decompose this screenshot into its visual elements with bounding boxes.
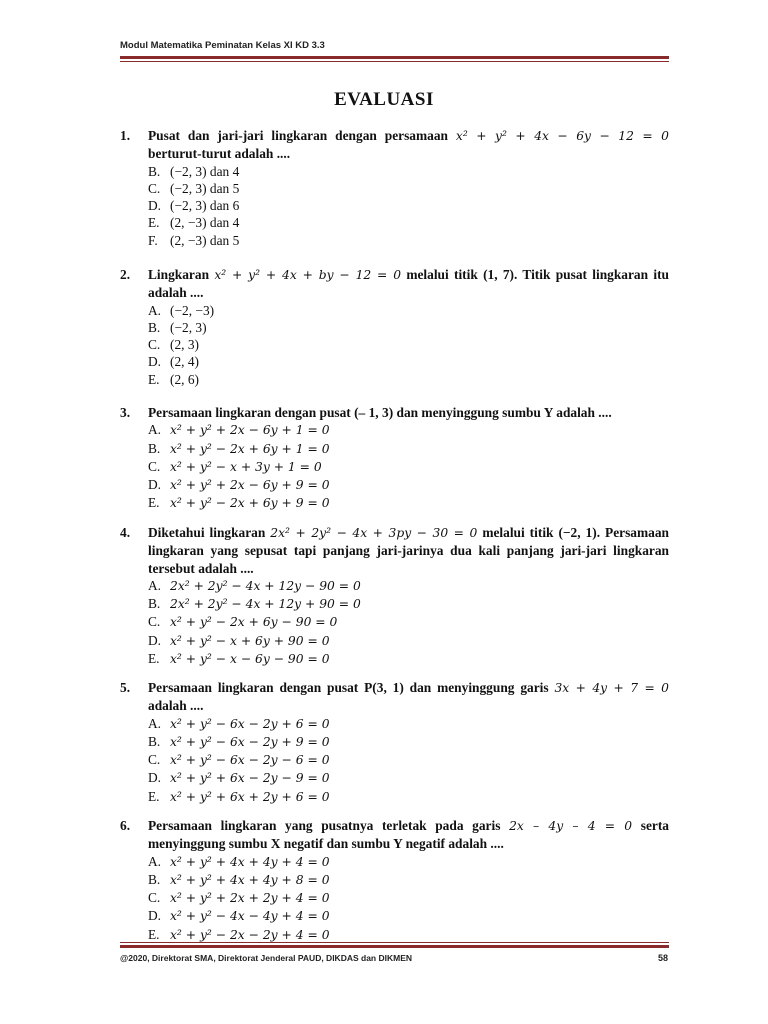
option[interactable] xyxy=(120,733,669,751)
option-text: (2, 6) xyxy=(170,371,200,387)
option[interactable] xyxy=(120,476,669,494)
equation: x² + y² + 4x + by − 12 = 0 xyxy=(214,268,402,282)
option-text: x² + y² + 4x + 4y + 4 = 0 xyxy=(170,854,330,869)
footer-text: @2020, Direktorat SMA, Direktorat Jenderal PAUD, DIKDAS dan DIKMEN xyxy=(120,953,413,963)
option-letter: B. xyxy=(148,163,161,179)
option-letter: E. xyxy=(148,371,160,387)
footer-rule-thick xyxy=(120,945,669,948)
question-1-stem xyxy=(120,127,669,163)
option-text: x² + y² − 2x + 6y − 90 = 0 xyxy=(170,615,338,630)
option-letter: A. xyxy=(148,715,162,731)
question-text: adalah .... xyxy=(148,698,204,714)
option[interactable] xyxy=(120,371,669,388)
question-2-stem xyxy=(120,266,669,302)
question-4 xyxy=(120,524,669,668)
page-number: 58 xyxy=(657,953,668,963)
option-text: (−2, 3) dan 4 xyxy=(170,163,240,179)
page-title: EVALUASI xyxy=(334,89,434,110)
option-letter: F. xyxy=(148,232,158,248)
option-letter: E. xyxy=(148,651,160,667)
question-number: 3. xyxy=(120,405,131,420)
option[interactable] xyxy=(120,613,669,631)
option-text: (−2, 3) xyxy=(170,319,207,335)
option-letter: D. xyxy=(148,477,162,493)
option-letter: D. xyxy=(148,908,162,924)
question-3 xyxy=(120,404,669,513)
option-text: 2x² + 2y² − 4x + 12y + 90 = 0 xyxy=(170,597,361,612)
option[interactable] xyxy=(120,907,669,925)
question-text: melalui titik (−2, 1). Persamaan xyxy=(482,525,669,540)
option-letter: C. xyxy=(148,180,161,196)
header-title: Modul Matematika Peminatan Kelas XI KD 3.3 xyxy=(120,40,325,51)
option-text: x² + y² + 2x − 6y + 1 = 0 xyxy=(170,423,330,438)
option-letter: E. xyxy=(148,215,160,231)
option-text: x² + y² − 6x − 2y + 9 = 0 xyxy=(170,734,330,749)
question-text: Pusat dan jari-jari lingkaran dengan persamaan xyxy=(148,128,448,143)
option[interactable] xyxy=(120,302,669,319)
question-text: serta xyxy=(640,818,670,833)
option-letter: A. xyxy=(148,577,162,593)
option-text: x² + y² − 4x − 4y + 4 = 0 xyxy=(170,909,330,924)
question-text: menyinggung sumbu X negatif dan sumbu Y negatif adalah .... xyxy=(148,836,504,852)
option-text: x² + y² − 6x − 2y − 6 = 0 xyxy=(170,753,330,768)
option[interactable] xyxy=(120,595,669,613)
option-text: x² + y² + 6x + 2y + 6 = 0 xyxy=(170,789,330,804)
equation: 3x + 4y + 7 = 0 xyxy=(554,681,669,695)
option-letter: A. xyxy=(148,853,162,869)
question-text: Lingkaran xyxy=(148,267,210,282)
option-text: x² + y² − x − 6y − 90 = 0 xyxy=(170,652,330,667)
option-text: x² + y² − 6x − 2y + 6 = 0 xyxy=(170,716,330,731)
question-text: lingkaran yang sepusat tapi panjang jari-jarinya dua kali panjang jari-jari lingkaran xyxy=(148,543,669,559)
question-text: Persamaan lingkaran dengan pusat P(3, 1) dan menyinggung garis xyxy=(148,680,549,695)
option-text: x² + y² + 6x − 2y − 9 = 0 xyxy=(170,771,330,786)
option-letter: C. xyxy=(148,890,161,906)
option-text: x² + y² − 2x − 2y + 4 = 0 xyxy=(170,927,330,942)
option[interactable] xyxy=(120,715,669,733)
question-5 xyxy=(120,679,669,806)
option[interactable] xyxy=(120,871,669,889)
option[interactable] xyxy=(120,494,669,512)
option[interactable] xyxy=(120,889,669,907)
question-number: 4. xyxy=(120,525,131,540)
option-text: (−2, −3) xyxy=(170,302,215,318)
question-number: 6. xyxy=(120,818,131,833)
option-text: (2, 4) xyxy=(170,354,200,370)
option-letter: C. xyxy=(148,337,161,353)
option[interactable] xyxy=(120,353,669,370)
option-text: x² + y² − x + 6y + 90 = 0 xyxy=(170,633,330,648)
question-text: Persamaan lingkaran dengan pusat (– 1, 3) dan menyinggung sumbu Y adalah .... xyxy=(148,405,612,420)
option-letter: D. xyxy=(148,354,162,370)
equation: 2x² + 2y² − 4x + 3py − 30 = 0 xyxy=(270,526,478,540)
option-text: x² + y² + 4x + 4y + 8 = 0 xyxy=(170,872,330,887)
option-letter: B. xyxy=(148,319,161,335)
option[interactable] xyxy=(120,458,669,476)
question-4-stem xyxy=(120,524,669,577)
option[interactable] xyxy=(120,421,669,439)
header-rule-thick xyxy=(120,56,669,59)
option-letter: E. xyxy=(148,788,160,804)
option[interactable] xyxy=(120,751,669,769)
question-text: Persamaan lingkaran yang pusatnya terletak pada garis xyxy=(148,818,501,833)
question-5-stem xyxy=(120,679,669,715)
option-letter: E. xyxy=(148,495,160,511)
option[interactable] xyxy=(120,214,669,231)
option-text: x² + y² − 2x + 6y + 1 = 0 xyxy=(170,441,330,456)
option[interactable] xyxy=(120,197,669,214)
question-3-stem xyxy=(120,404,669,421)
option[interactable] xyxy=(120,769,669,787)
question-text: berturut-turut adalah .... xyxy=(148,146,291,162)
question-6-stem xyxy=(120,817,669,853)
option-text: (2, −3) dan 4 xyxy=(170,215,240,231)
option-letter: C. xyxy=(148,458,161,474)
option-text: (2, 3) xyxy=(170,337,200,353)
option-letter: D. xyxy=(148,770,162,786)
option-letter: B. xyxy=(148,871,161,887)
option-letter: E. xyxy=(148,926,160,942)
option-text: x² + y² − x + 3y + 1 = 0 xyxy=(170,459,322,474)
option-letter: C. xyxy=(148,614,161,630)
option[interactable] xyxy=(120,319,669,336)
option[interactable] xyxy=(120,853,669,871)
question-text: adalah .... xyxy=(148,285,204,301)
question-text: melalui titik (1, 7). Titik pusat lingkaran itu xyxy=(406,267,669,282)
option[interactable] xyxy=(120,163,669,180)
option[interactable] xyxy=(120,788,669,806)
option-letter: A. xyxy=(148,422,162,438)
option-letter: B. xyxy=(148,596,161,612)
question-number: 2. xyxy=(120,267,131,282)
option-text: (2, −3) dan 5 xyxy=(170,232,240,248)
option-text: (−2, 3) dan 6 xyxy=(170,198,240,214)
equation: x² + y² + 4x − 6y − 12 = 0 xyxy=(455,129,669,143)
question-1 xyxy=(120,127,669,249)
equation: 2x – 4y – 4 = 0 xyxy=(509,819,633,833)
option-text: 2x² + 2y² − 4x + 12y − 90 = 0 xyxy=(170,578,361,593)
header-rule-thin xyxy=(120,61,669,62)
question-number: 5. xyxy=(120,680,131,695)
option-letter: D. xyxy=(148,632,162,648)
option-letter: A. xyxy=(148,302,162,318)
option-text: x² + y² + 2x + 2y + 4 = 0 xyxy=(170,891,330,906)
option[interactable] xyxy=(120,336,669,353)
option-text: x² + y² + 2x − 6y + 9 = 0 xyxy=(170,478,330,493)
option-text: x² + y² − 2x + 6y + 9 = 0 xyxy=(170,496,330,511)
question-2 xyxy=(120,266,669,388)
option-letter: C. xyxy=(148,752,161,768)
option-letter: D. xyxy=(148,198,162,214)
option-text: (−2, 3) dan 5 xyxy=(170,180,240,196)
question-text: Diketahui lingkaran xyxy=(148,525,266,540)
option[interactable] xyxy=(120,180,669,197)
option-letter: B. xyxy=(148,733,161,749)
question-text: tersebut adalah .... xyxy=(148,560,254,576)
option[interactable] xyxy=(120,577,669,595)
question-number: 1. xyxy=(120,128,131,143)
option[interactable] xyxy=(120,650,669,668)
question-6 xyxy=(120,817,669,944)
option[interactable] xyxy=(120,440,669,458)
footer-rule-thin xyxy=(120,942,669,943)
option[interactable] xyxy=(120,632,669,650)
option[interactable] xyxy=(120,232,669,249)
option-letter: B. xyxy=(148,440,161,456)
